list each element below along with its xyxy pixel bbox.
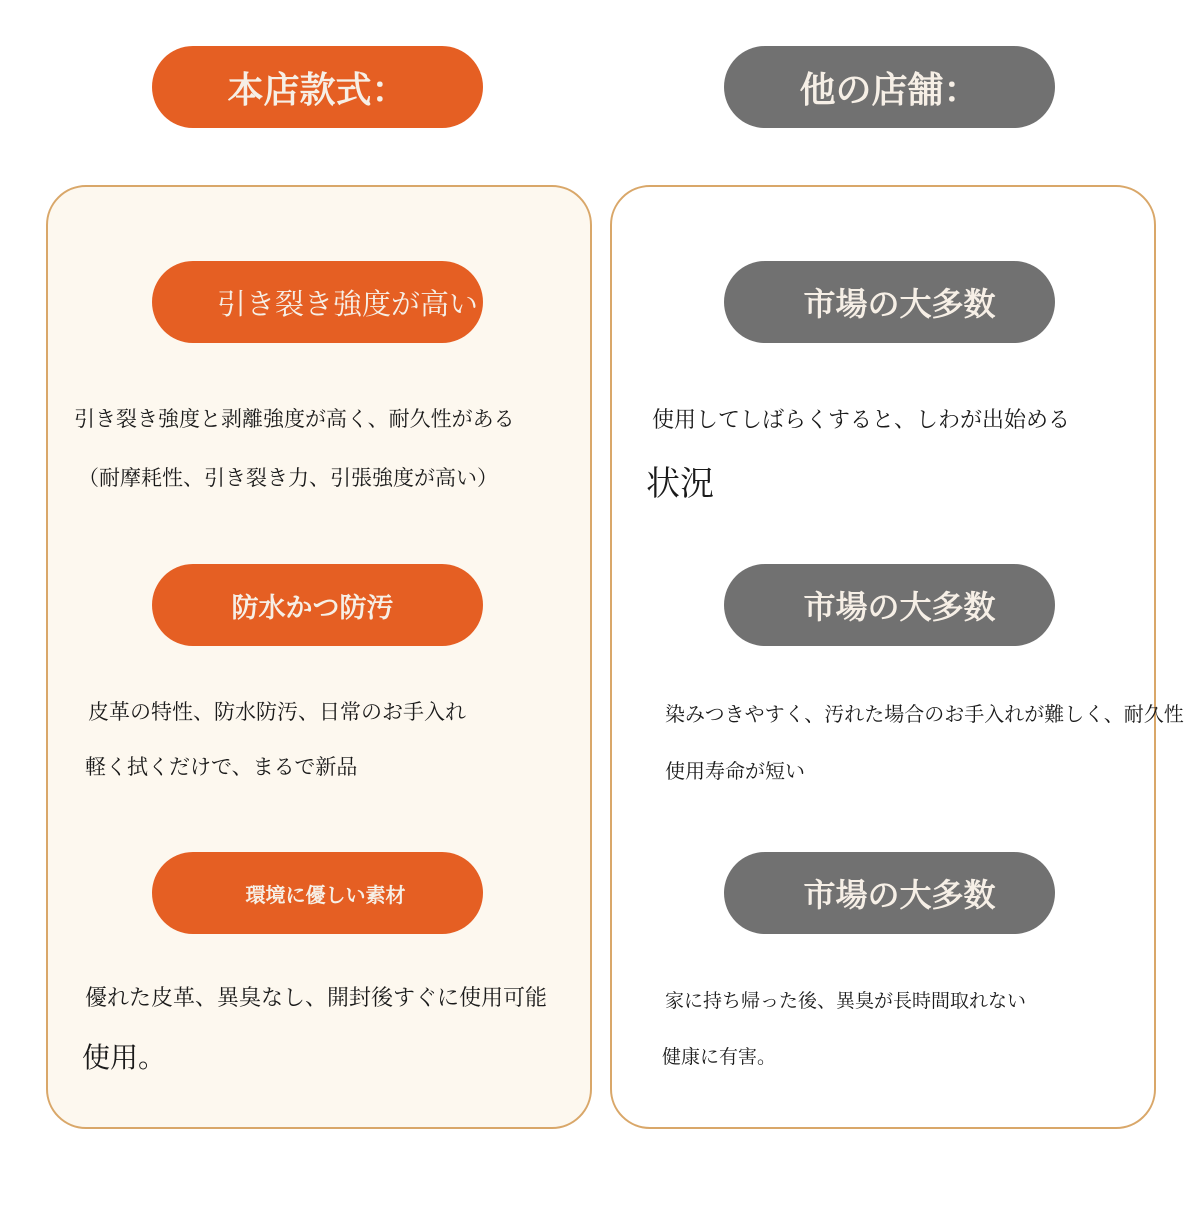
- market-description-clip: [612, 690, 1200, 790]
- feature-description-line: 優れた皮革、異臭なし、開封後すぐに使用可能: [85, 986, 548, 1011]
- market-description-line: 家に持ち帰った後、異臭が長時間取れない: [665, 990, 1027, 1012]
- other-stores-header: [724, 46, 1055, 128]
- feature-description-line: 軽く拭くだけで、まるで新品: [85, 755, 358, 779]
- market-majority-label: 市場の大多数: [803, 285, 996, 323]
- our-style-header-label: 本店款式：: [227, 69, 408, 111]
- feature-title-tear-strength: [152, 261, 483, 343]
- market-majority-label: 市場の大多数: [803, 876, 996, 914]
- feature-title-waterproof: [152, 564, 483, 646]
- feature-description-line: 皮革の特性、防水防汚、日常のお手入れ: [88, 700, 466, 724]
- feature-description-line: 使用。: [82, 1041, 167, 1074]
- market-description-line: 染みつきやすく、汚れた場合のお手入れが難しく、耐久性: [665, 702, 1184, 726]
- other-stores-header-label: 他の店舗：: [799, 69, 980, 111]
- market-majority-title: [724, 261, 1055, 343]
- market-majority-title: [724, 852, 1055, 934]
- feature-description-line: 引き裂き強度と剥離強度が高く、耐久性がある: [74, 407, 515, 431]
- market-description-line: 使用してしばらくすると、しわが出始める: [652, 408, 1071, 433]
- market-majority-title: [724, 564, 1055, 646]
- feature-description-line: （耐摩耗性、引き裂き力、引張強度が高い）: [78, 466, 498, 490]
- our-style-header: [152, 46, 483, 128]
- feature-title-label: 引き裂き強度が高い: [216, 286, 478, 321]
- feature-title-label: 環境に優しい素材: [245, 882, 406, 907]
- market-description-line: 健康に有害。: [662, 1046, 777, 1068]
- feature-title-label: 防水かつ防汚: [231, 592, 394, 624]
- market-description-line: 状況: [646, 464, 714, 504]
- market-majority-label: 市場の大多数: [803, 588, 996, 626]
- market-description-line: 使用寿命が短い: [665, 759, 805, 783]
- feature-title-eco-material: [152, 852, 483, 934]
